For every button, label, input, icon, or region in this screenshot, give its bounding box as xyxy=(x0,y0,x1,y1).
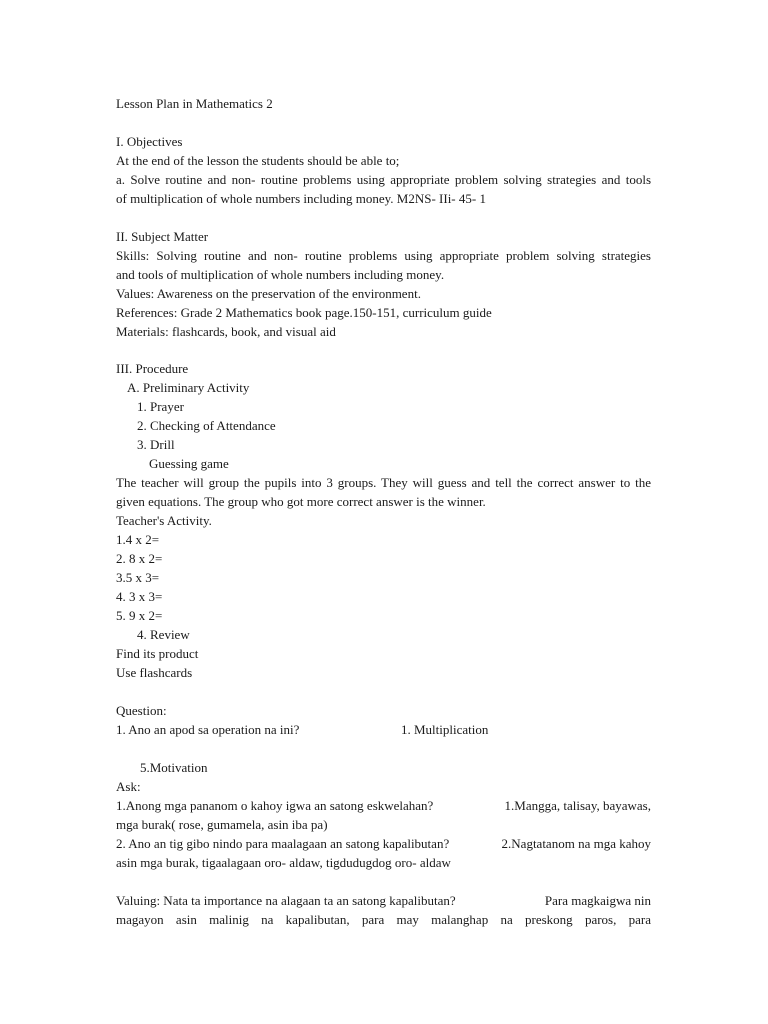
equation-item: 1.4 x 2= xyxy=(116,532,160,547)
references-line: References: Grade 2 Mathematics book page.150-151, curriculum guide xyxy=(116,305,492,320)
attendance-item: 2. Checking of Attendance xyxy=(137,418,276,433)
skills-line2: and tools of multiplication of whole numbers including money. xyxy=(116,267,445,282)
objectives-intro: At the end of the lesson the students should be able to; xyxy=(116,153,400,168)
use-flashcards-line: Use flashcards xyxy=(116,665,193,680)
skills-line1: Skills: Solving routine and non- routine problems using appropriate problem solving strategies xyxy=(116,248,651,263)
ask-question-2: 2. Ano an tig gibo nindo para maalagaan an satong kapalibutan? xyxy=(116,836,450,851)
ask-question-1: 1.Anong mga pananom o kahoy igwa an satong eskwelahan? xyxy=(116,798,434,813)
prayer-item: 1. Prayer xyxy=(137,399,184,414)
valuing-answer: Para magkaigwa nin xyxy=(544,893,651,908)
question-1: 1. Ano an apod sa operation na ini? xyxy=(116,722,300,737)
subject-matter-heading: II. Subject Matter xyxy=(116,229,209,244)
guessing-game: Guessing game xyxy=(149,456,229,471)
equation-item: 3.5 x 3= xyxy=(116,570,160,585)
equation-item: 2. 8 x 2= xyxy=(116,551,163,566)
find-product-line: Find its product xyxy=(116,646,199,661)
equation-item: 4. 3 x 3= xyxy=(116,589,163,604)
ask-answer-2: 2.Nagtatanom na mga kahoy xyxy=(501,836,651,851)
ask-answer-1-continued: mga burak( rose, gumamela, asin iba pa) xyxy=(116,817,328,832)
answer-1: 1. Multiplication xyxy=(401,722,489,737)
objectives-heading: I. Objectives xyxy=(116,134,183,149)
motivation-item: 5.Motivation xyxy=(140,760,208,775)
materials-line: Materials: flashcards, book, and visual aid xyxy=(116,324,336,339)
valuing-answer-line2: magayon asin malinig na kapalibutan, para may malanghap na preskong paros, para xyxy=(116,912,651,927)
teachers-activity-label: Teacher's Activity. xyxy=(116,513,212,528)
equation-item: 5. 9 x 2= xyxy=(116,608,163,623)
objective-a-line2: of multiplication of whole numbers including money. M2NS- IIi- 45- 1 xyxy=(116,191,486,206)
review-item: 4. Review xyxy=(137,627,190,642)
ask-answer-2-continued: asin mga burak, tigaalagaan oro- aldaw, tigdudugdog oro- aldaw xyxy=(116,855,451,870)
drill-item: 3. Drill xyxy=(137,437,175,452)
teacher-instructions-line1: The teacher will group the pupils into 3 groups. They will guess and tell the correct answer to the xyxy=(116,475,651,490)
ask-label: Ask: xyxy=(116,779,141,794)
teacher-instructions-line2: given equations. The group who got more correct answer is the winner. xyxy=(116,494,486,509)
preliminary-activity: A. Preliminary Activity xyxy=(127,380,250,395)
values-line: Values: Awareness on the preservation of the environment. xyxy=(116,286,421,301)
procedure-heading: III. Procedure xyxy=(116,361,189,376)
document-title: Lesson Plan in Mathematics 2 xyxy=(116,96,273,111)
question-label: Question: xyxy=(116,703,167,718)
valuing-question: Valuing: Nata ta importance na alagaan ta an satong kapalibutan? xyxy=(116,893,456,908)
objective-a-line1: a. Solve routine and non- routine problems using appropriate problem solving strategies and tools xyxy=(116,172,651,187)
ask-answer-1: 1.Mangga, talisay, bayawas, xyxy=(504,798,651,813)
